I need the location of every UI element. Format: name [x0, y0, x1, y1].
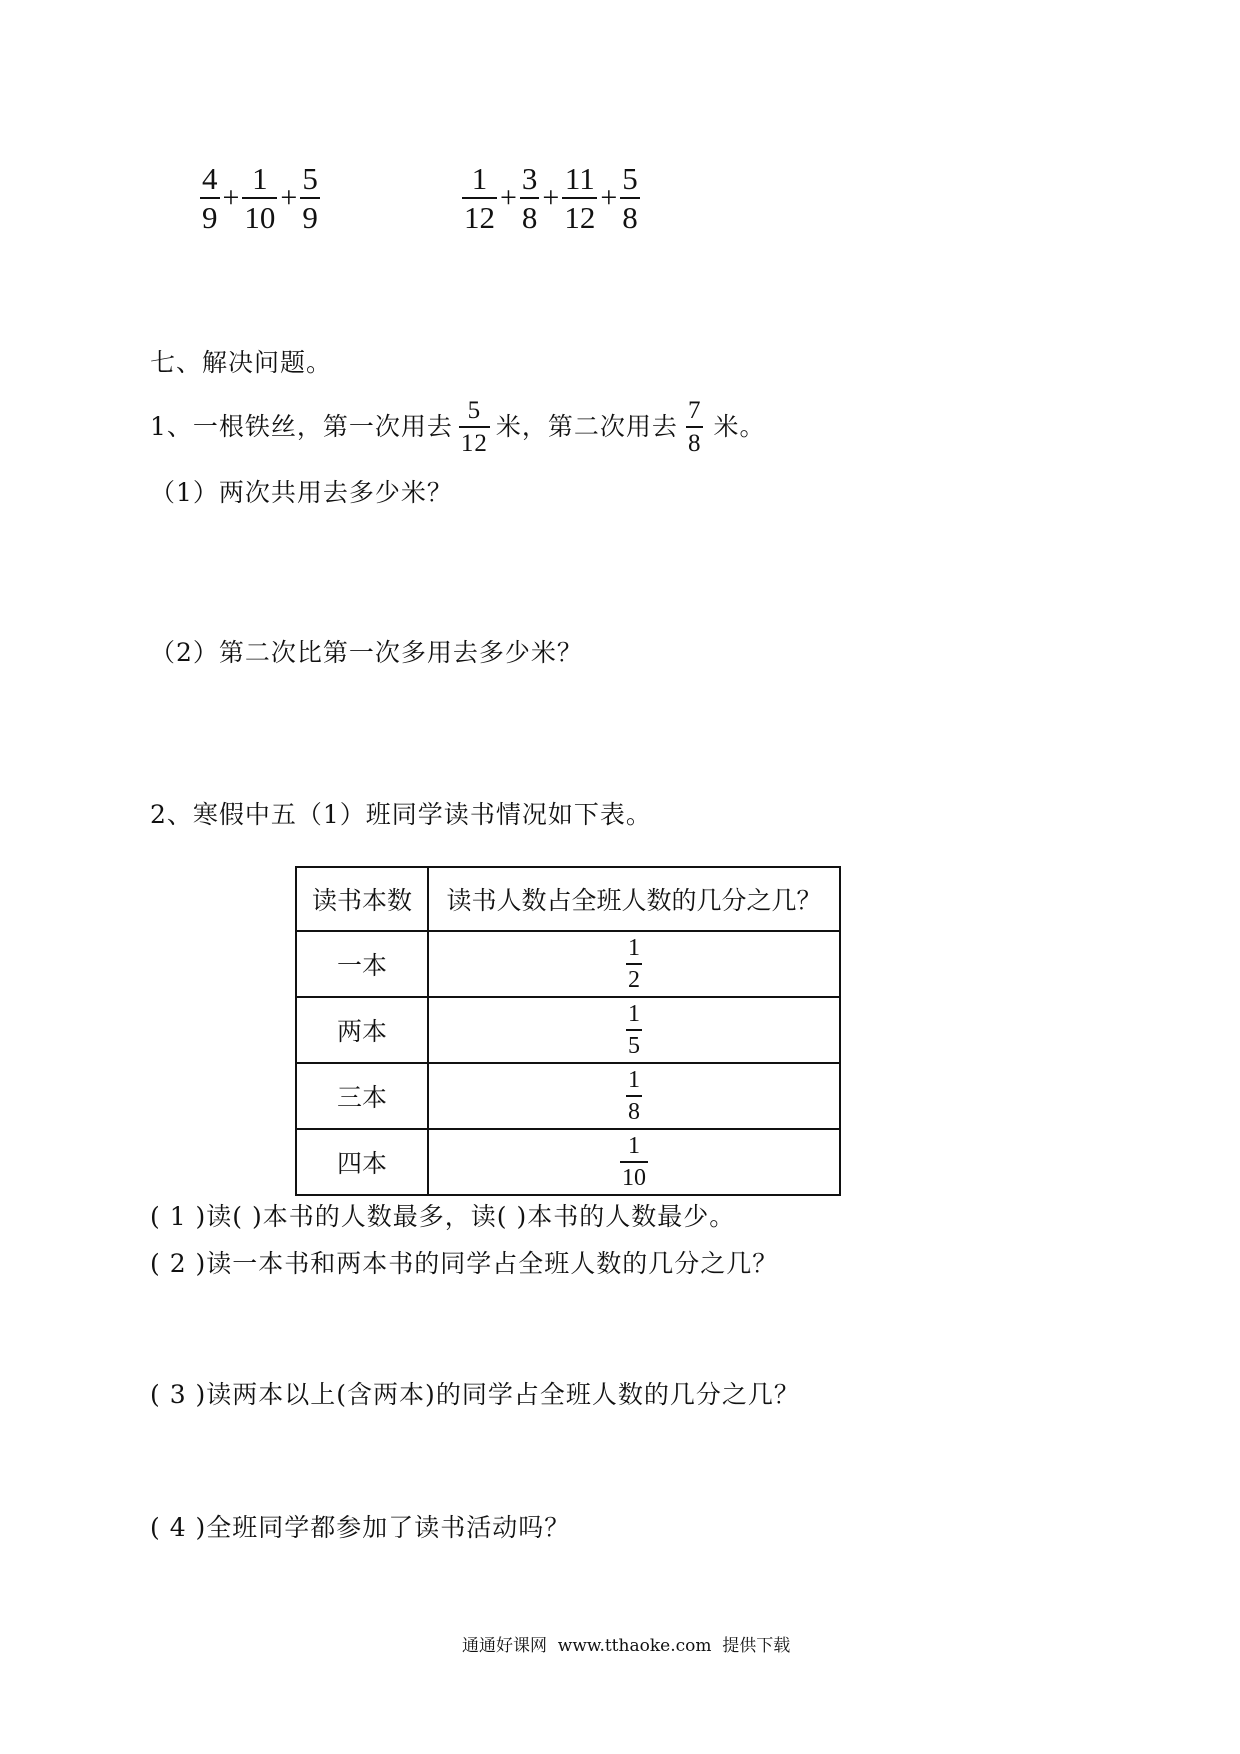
plus-sign: +: [222, 181, 240, 214]
fraction: $\frac{4}{9}$: [202, 161, 218, 235]
table-cell-fraction: $\frac{1}{10}$: [428, 1129, 840, 1195]
expression-1: [200, 163, 320, 233]
plus-sign: +: [500, 181, 517, 214]
table-cell-label: 一本: [296, 931, 428, 997]
table-cell-fraction: $\frac{1}{5}$: [428, 997, 840, 1063]
fraction: $\frac{3}{8}$: [521, 161, 538, 235]
fraction: $\frac{1}{10}$: [244, 161, 276, 235]
table-cell-label: 三本: [296, 1063, 428, 1129]
table-cell-label: 两本: [296, 997, 428, 1063]
problem-1-text-a: 1、一根铁丝，第一次用去: [150, 412, 453, 441]
table-header-cell: 读书人数占全班人数的几分之几？: [428, 867, 840, 931]
problem-2-intro: 2、寒假中五（1）班同学读书情况如下表。: [150, 800, 652, 829]
plus-sign: +: [542, 181, 560, 214]
problem-1-statement: [150, 398, 765, 456]
reading-table: [295, 866, 841, 1196]
section-title: 七、解决问题。: [150, 348, 333, 377]
problem-1-text-c: 米。: [713, 412, 766, 441]
table-cell-label: 四本: [296, 1129, 428, 1195]
fraction: $\frac{11}{12}$: [564, 161, 596, 235]
expression-2: [462, 163, 640, 233]
fraction: $\frac{5}{12}$: [460, 397, 488, 457]
problem-2-question-3: ( 3 )读两本以上(含两本)的同学占全班人数的几分之几？: [150, 1380, 800, 1409]
table-row: [296, 931, 840, 997]
problem-2-question-2: ( 2 )读一本书和两本书的同学占全班人数的几分之几？: [150, 1249, 779, 1278]
fraction: $\frac{5}{9}$: [302, 161, 318, 235]
problem-1-text-b: 米，第二次用去: [495, 412, 678, 441]
problem-2-question-1: ( 1 )读( )本书的人数最多，读( )本书的人数最少。: [150, 1202, 736, 1231]
table-row: [296, 1063, 840, 1129]
fraction: $\frac{7}{8}$: [687, 397, 702, 457]
footer-text: 通通好课网 www.tthaoke.com 提供下载: [462, 1636, 791, 1656]
problem-2-question-4: ( 4 )全班同学都参加了读书活动吗？: [150, 1513, 571, 1542]
plus-sign: +: [280, 181, 298, 214]
plus-sign: +: [600, 181, 618, 214]
problem-1-question-1: （1）两次共用去多少米？: [150, 478, 453, 507]
fraction: $\frac{5}{8}$: [622, 161, 638, 235]
problem-1-question-2: （2）第二次比第一次多用去多少米？: [150, 638, 583, 667]
table-header-cell: 读书本数: [296, 867, 428, 931]
fraction: $\frac{1}{12}$: [464, 161, 495, 235]
table-header-row: [296, 867, 840, 931]
table-row: [296, 1129, 840, 1195]
table-cell-fraction: $\frac{1}{8}$: [428, 1063, 840, 1129]
table-row: [296, 997, 840, 1063]
table-cell-fraction: $\frac{1}{2}$: [428, 931, 840, 997]
